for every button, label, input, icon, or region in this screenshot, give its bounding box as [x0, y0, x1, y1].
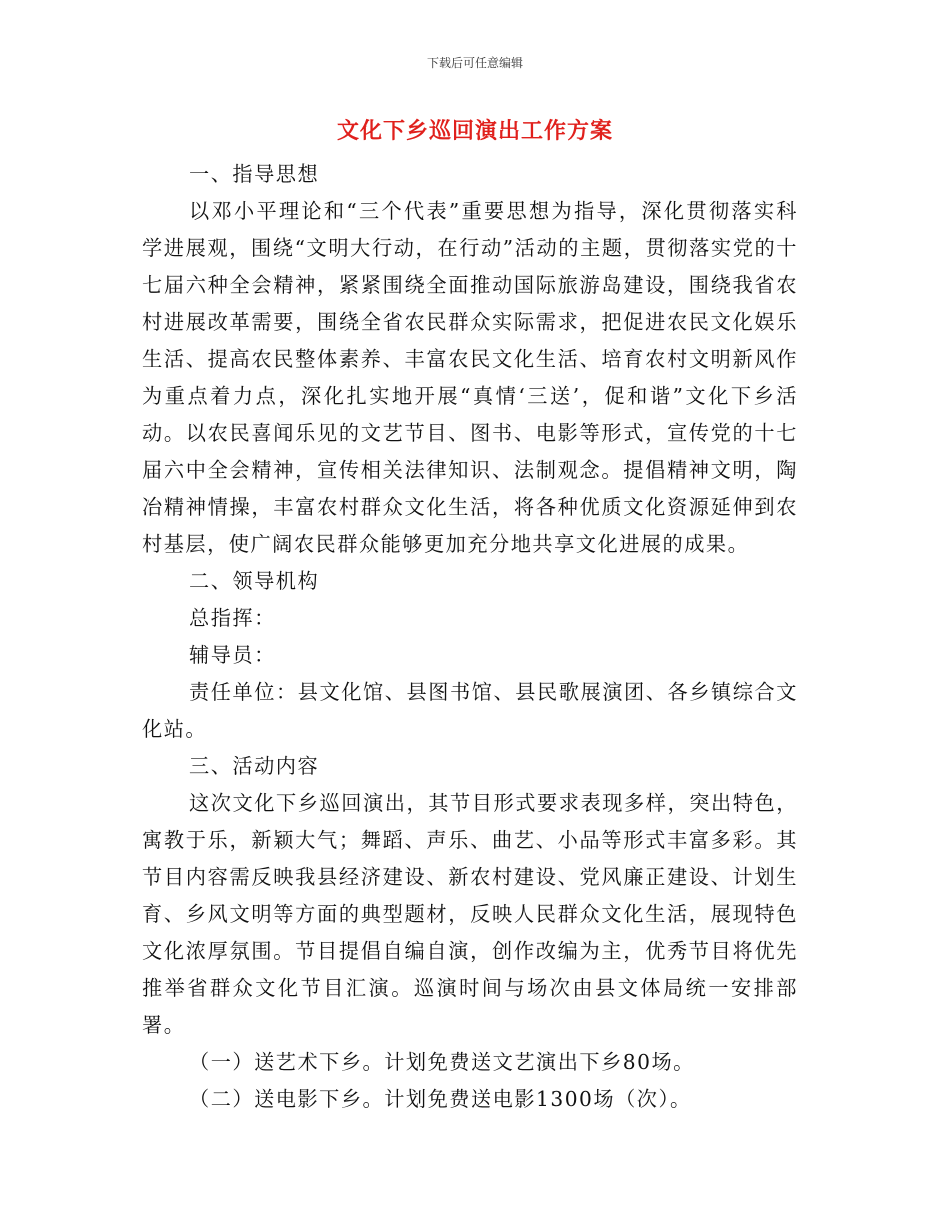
section-heading-activities: 三、活动内容 — [189, 754, 320, 778]
activity-item-art: （一）送艺术下乡。计划免费送文艺演出下乡80场。 — [189, 1050, 695, 1074]
paragraph-activities: 这次文化下乡巡回演出，其节目形式要求表现多样，突出特色，寓教于乐，新颖大气；舞蹈、声乐、曲艺、小品等形式丰富多彩。其节目内容需反映我县经济建设、新农村建设、党风廉正建设、计划生育、乡风文明等方面的典型题材，反映人民群众文化生活，展现特色文化浓厚氛围。节目提倡自编自演，创作改编为主，优秀节目将优先推举省群众文化节目汇演。巡演时间与场次由县文体局统一安排部署。 — [142, 791, 798, 1037]
paragraph-guiding-ideology: 以邓小平理论和“三个代表”重要思想为指导，深化贯彻落实科学进展观，围绕“文明大行动，在行动”活动的主题，贯彻落实党的十七届六种全会精神，紧紧围绕全面推动国际旅游岛建设，围绕我省农村进展改革需要，围绕全省农民群众实际需求，把促进农民文化娱乐生活、提高农民整体素养、丰富农民文化生活、培育农村文明新风作为重点着力点，深化扎实地开展“真情‘三送’，促和谐”文化下乡活动。以农民喜闻乐见的文艺节目、图书、电影等形式，宣传党的十七届六中全会精神，宣传相关法律知识、法制观念。提倡精神文明，陶冶精神情操，丰富农村群众文化生活，将各种优质文化资源延伸到农村基层，使广阔农民群众能够更加充分地共享文化进展的成果。 — [142, 199, 798, 556]
counselor-line: 辅导员： — [189, 643, 276, 667]
section-heading-leadership: 二、领导机构 — [189, 569, 320, 593]
document-title: 文化下乡巡回演出工作方案 — [336, 118, 613, 144]
page-header-note: 下载后可任意编辑 — [426, 56, 523, 70]
commander-line: 总指挥： — [189, 606, 276, 630]
responsible-units-line: 责任单位：县文化馆、县图书馆、县民歌展演团、各乡镇综合文化站。 — [142, 680, 798, 741]
document-body — [142, 156, 798, 1118]
section-heading-guiding-ideology: 一、指导思想 — [189, 162, 320, 186]
activity-item-film: （二）送电影下乡。计划免费送电影1300场（次）。 — [189, 1087, 692, 1111]
